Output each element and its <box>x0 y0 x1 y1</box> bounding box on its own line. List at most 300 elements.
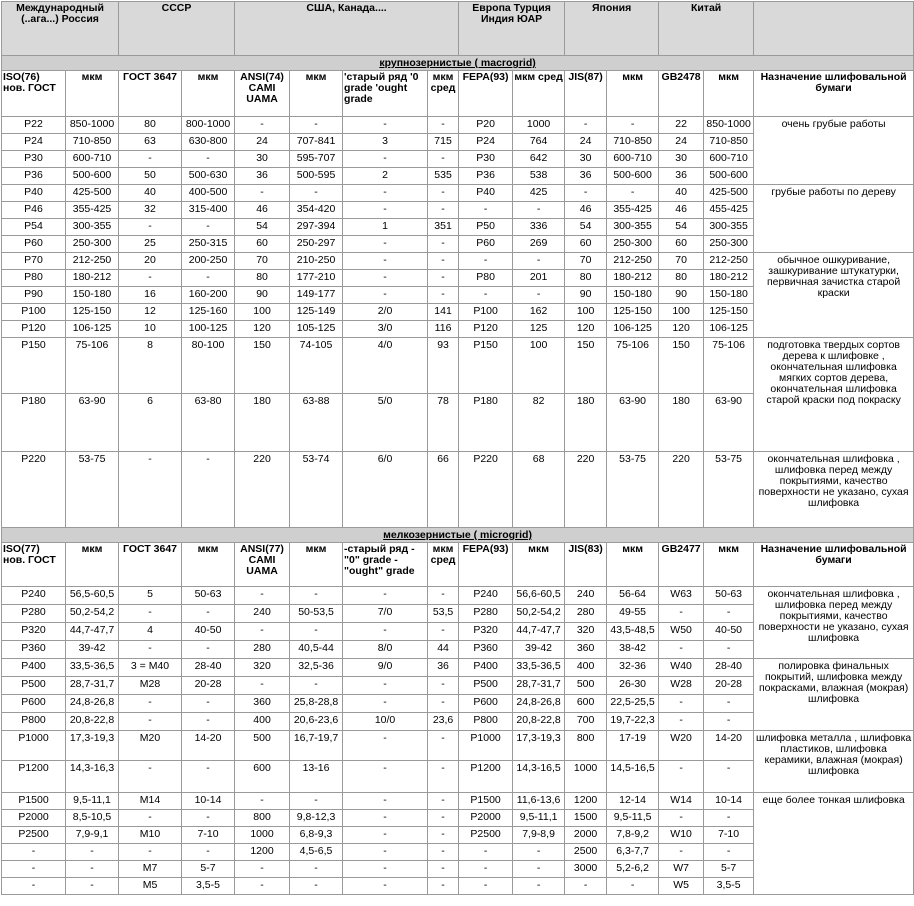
micro-cell: W40 <box>659 659 704 677</box>
micro-cell: - <box>343 695 428 713</box>
macro-cell: P36 <box>2 168 66 185</box>
macro-cell: - <box>290 185 343 202</box>
macro-cell: P180 <box>2 394 66 452</box>
micro-cell: 400 <box>565 659 607 677</box>
macro-cell: 220 <box>235 452 290 528</box>
micro-cell: 3 = M40 <box>119 659 182 677</box>
micro-cell: - <box>290 677 343 695</box>
macro-cell: 2 <box>343 168 428 185</box>
macro-cell: 100 <box>565 304 607 321</box>
macro-cell: 150-180 <box>607 287 659 304</box>
macro-cell: 850-1000 <box>704 117 754 134</box>
macro-cell: 106-125 <box>704 321 754 338</box>
micro-cell: - <box>428 695 459 713</box>
micro-cell: 7/0 <box>343 605 428 623</box>
micro-cell: - <box>343 861 428 878</box>
micro-cell: - <box>235 623 290 641</box>
micro-cell: 5-7 <box>704 861 754 878</box>
micro-cell: - <box>659 713 704 731</box>
micro-cell: P240 <box>2 587 66 605</box>
micro-cell: P2500 <box>2 827 66 844</box>
macro-cell: 53-75 <box>66 452 119 528</box>
micro-cell: 17,3-19,3 <box>513 731 565 761</box>
macro-cell: 250-297 <box>290 236 343 253</box>
micro-cell: 600 <box>235 761 290 793</box>
micro-cell: 6,8-9,3 <box>290 827 343 844</box>
micro-cell: 10/0 <box>343 713 428 731</box>
macro-cell: 63-90 <box>66 394 119 452</box>
macro-cell: 630-800 <box>182 134 235 151</box>
macro-cell: 125-150 <box>607 304 659 321</box>
micro-cell: 500 <box>565 677 607 695</box>
micro-cell: - <box>459 878 513 895</box>
micro-cell: 28-40 <box>182 659 235 677</box>
macro-cell: 300-355 <box>704 219 754 236</box>
macro-cell: 70 <box>659 253 704 270</box>
micro-cell: - <box>119 810 182 827</box>
micro-cell: - <box>428 587 459 605</box>
micro-cell: - <box>119 713 182 731</box>
macro-cell: P180 <box>459 394 513 452</box>
micro-cell: 14,3-16,5 <box>513 761 565 793</box>
macro-cell: 212-250 <box>607 253 659 270</box>
micro-purpose-cell: шлифовка металла , шлифовка пластиков, шлифовка керамики, влажная (мокрая) шлифовка <box>754 731 914 793</box>
micro-cell: - <box>235 878 290 895</box>
micro-cell: 1500 <box>565 810 607 827</box>
macro-cell: 425-500 <box>704 185 754 202</box>
micro-cell: M14 <box>119 793 182 810</box>
macro-cell: - <box>513 253 565 270</box>
micro-cell: 14,3-16,3 <box>66 761 119 793</box>
macro-column-header: ANSI(74) CAMI UAMA <box>235 71 290 117</box>
macro-purpose-cell: подготовка твердых сортов дерева к шлифовке , окончательная шлифовка мягких сортов дерева, окончательная шлифовка старой краски под покраску <box>754 338 914 452</box>
micro-cell: - <box>704 713 754 731</box>
micro-cell: 280 <box>565 605 607 623</box>
macro-cell: 105-125 <box>290 321 343 338</box>
macro-cell: 455-425 <box>704 202 754 219</box>
micro-cell: 3,5-5 <box>182 878 235 895</box>
micro-cell: - <box>290 793 343 810</box>
macro-cell: 150 <box>659 338 704 394</box>
micro-cell: 44,7-47,7 <box>513 623 565 641</box>
macro-cell: 538 <box>513 168 565 185</box>
macro-cell: 707-841 <box>290 134 343 151</box>
micro-cell: - <box>513 844 565 861</box>
macro-title-row <box>2 56 914 71</box>
macro-cell: 3 <box>343 134 428 151</box>
macro-cell: P90 <box>2 287 66 304</box>
micro-cell: M7 <box>119 861 182 878</box>
micro-cell: - <box>428 677 459 695</box>
macro-cell: P70 <box>2 253 66 270</box>
group-header-row <box>2 2 914 56</box>
macro-cell: P60 <box>2 236 66 253</box>
macro-cell: 250-300 <box>704 236 754 253</box>
micro-cell: 500 <box>235 731 290 761</box>
micro-cell: - <box>235 861 290 878</box>
micro-cell: 5 <box>119 587 182 605</box>
macro-cell: 180 <box>659 394 704 452</box>
macro-cell: 710-850 <box>66 134 119 151</box>
micro-cell: 26-30 <box>607 677 659 695</box>
macro-cell: 355-425 <box>66 202 119 219</box>
micro-cell: 2500 <box>565 844 607 861</box>
macro-cell: 80 <box>659 270 704 287</box>
macro-cell: 6/0 <box>343 452 428 528</box>
micro-cell: 24,8-26,8 <box>66 695 119 713</box>
macro-cell: 180 <box>565 394 607 452</box>
micro-purpose-cell: окончательная шлифовка , шлифовка перед между покрытиями, качество поверхности не указано, сухая шлифовка <box>754 587 914 659</box>
macro-cell: 425-500 <box>66 185 119 202</box>
micro-cell: 4 <box>119 623 182 641</box>
macro-cell: - <box>119 219 182 236</box>
macro-cell: 400-500 <box>182 185 235 202</box>
macro-cell: - <box>428 270 459 287</box>
macro-cell: 80 <box>119 117 182 134</box>
micro-column-header: JIS(83) <box>565 543 607 587</box>
macro-cell: 54 <box>235 219 290 236</box>
micro-cell: - <box>704 810 754 827</box>
micro-cell: 20-28 <box>182 677 235 695</box>
micro-column-header: мкм <box>513 543 565 587</box>
macro-cell: 160-200 <box>182 287 235 304</box>
micro-cell: 43,5-48,5 <box>607 623 659 641</box>
micro-cell: P600 <box>2 695 66 713</box>
micro-cell: - <box>119 761 182 793</box>
micro-cell: - <box>182 713 235 731</box>
micro-cell: 600 <box>565 695 607 713</box>
micro-cell: 40-50 <box>704 623 754 641</box>
macro-cell: 66 <box>428 452 459 528</box>
macro-cell: 250-315 <box>182 236 235 253</box>
macro-cell: 180-212 <box>66 270 119 287</box>
micro-cell: P2500 <box>459 827 513 844</box>
macro-section <box>2 56 914 528</box>
micro-cell: 32-36 <box>607 659 659 677</box>
micro-cell: 50-53,5 <box>290 605 343 623</box>
micro-column-header: ISO(77) нов. ГОСТ <box>2 543 66 587</box>
macro-cell: 70 <box>235 253 290 270</box>
macro-cell: - <box>343 151 428 168</box>
micro-cell: 320 <box>565 623 607 641</box>
micro-table-row <box>2 587 914 605</box>
macro-column-header: мкм <box>607 71 659 117</box>
macro-cell: 500-600 <box>66 168 119 185</box>
micro-cell: P400 <box>459 659 513 677</box>
macro-table-row <box>2 185 914 202</box>
micro-cell: 6,3-7,7 <box>607 844 659 861</box>
macro-cell: P80 <box>459 270 513 287</box>
macro-cell: 177-210 <box>290 270 343 287</box>
micro-cell: - <box>459 861 513 878</box>
macro-cell: - <box>343 287 428 304</box>
macro-cell: P80 <box>2 270 66 287</box>
micro-cell: - <box>428 844 459 861</box>
macro-cell: - <box>119 452 182 528</box>
micro-cell: - <box>343 761 428 793</box>
micro-purpose-cell: еще более тонкая шлифовка <box>754 793 914 895</box>
macro-cell: 90 <box>659 287 704 304</box>
macro-cell: 600-710 <box>66 151 119 168</box>
macro-cell: - <box>119 151 182 168</box>
micro-column-header: мкм <box>290 543 343 587</box>
macro-cell: 30 <box>565 151 607 168</box>
macro-cell: - <box>459 287 513 304</box>
macro-cell: 10 <box>119 321 182 338</box>
micro-cell: - <box>659 605 704 623</box>
micro-cell: 5-7 <box>182 861 235 878</box>
macro-cell: P220 <box>2 452 66 528</box>
micro-cell: - <box>290 861 343 878</box>
macro-cell: P40 <box>2 185 66 202</box>
micro-cell: 50,2-54,2 <box>66 605 119 623</box>
micro-cell: - <box>182 605 235 623</box>
macro-cell: 1000 <box>513 117 565 134</box>
micro-cell: W5 <box>659 878 704 895</box>
macro-table-row <box>2 452 914 528</box>
macro-cell: 60 <box>565 236 607 253</box>
macro-cell: 40 <box>659 185 704 202</box>
micro-cell: W28 <box>659 677 704 695</box>
micro-cell: - <box>659 695 704 713</box>
macro-cell: 78 <box>428 394 459 452</box>
macro-cell: 20 <box>119 253 182 270</box>
macro-cell: - <box>428 253 459 270</box>
macro-cell: 60 <box>235 236 290 253</box>
micro-cell: - <box>2 844 66 861</box>
micro-cell: P800 <box>2 713 66 731</box>
macro-cell: 46 <box>659 202 704 219</box>
micro-table-row <box>2 659 914 677</box>
micro-cell: 320 <box>235 659 290 677</box>
macro-cell: - <box>182 270 235 287</box>
micro-cell: 700 <box>565 713 607 731</box>
micro-cell: W50 <box>659 623 704 641</box>
macro-cell: 24 <box>659 134 704 151</box>
micro-cell: 3,5-5 <box>704 878 754 895</box>
micro-cell: - <box>343 878 428 895</box>
micro-cell: 360 <box>565 641 607 659</box>
macro-cell: 50 <box>119 168 182 185</box>
macro-cell: - <box>459 202 513 219</box>
macro-cell: - <box>343 202 428 219</box>
micro-cell: P320 <box>459 623 513 641</box>
micro-cell: - <box>182 695 235 713</box>
micro-title-row <box>2 528 914 543</box>
group-ussr: СССР <box>119 2 235 56</box>
micro-cell: 53,5 <box>428 605 459 623</box>
micro-cell: 8/0 <box>343 641 428 659</box>
micro-cell: 19,7-22,3 <box>607 713 659 731</box>
macro-cell: 82 <box>513 394 565 452</box>
macro-column-header: ГОСТ 3647 <box>119 71 182 117</box>
macro-cell: P60 <box>459 236 513 253</box>
macro-cell: 315-400 <box>182 202 235 219</box>
micro-cell: - <box>182 844 235 861</box>
micro-cell: - <box>659 810 704 827</box>
macro-cell: 212-250 <box>704 253 754 270</box>
macro-cell: - <box>343 185 428 202</box>
micro-cell: 2000 <box>565 827 607 844</box>
macro-cell: 80 <box>565 270 607 287</box>
micro-cell: 32,5-36 <box>290 659 343 677</box>
macro-cell: - <box>428 151 459 168</box>
macro-cell: 75-106 <box>66 338 119 394</box>
macro-cell: 500-600 <box>607 168 659 185</box>
macro-cell: 100-125 <box>182 321 235 338</box>
macro-cell: 297-394 <box>290 219 343 236</box>
macro-cell: 850-1000 <box>66 117 119 134</box>
macro-cell: 36 <box>235 168 290 185</box>
micro-cell: P1000 <box>459 731 513 761</box>
macro-cell: 93 <box>428 338 459 394</box>
micro-cell: W10 <box>659 827 704 844</box>
micro-cell: P1200 <box>2 761 66 793</box>
micro-cell: 7,9-9,1 <box>66 827 119 844</box>
micro-cell: - <box>182 761 235 793</box>
micro-cell: - <box>459 844 513 861</box>
micro-cell: 9,5-11,1 <box>66 793 119 810</box>
macro-cell: - <box>607 117 659 134</box>
micro-cell: - <box>119 844 182 861</box>
micro-cell: P2000 <box>2 810 66 827</box>
macro-cell: 70 <box>565 253 607 270</box>
macro-cell: - <box>428 236 459 253</box>
macro-cell: 162 <box>513 304 565 321</box>
macro-column-header: мкм сред <box>428 71 459 117</box>
macro-column-header: 'старый ряд '0 grade 'ought grade <box>343 71 428 117</box>
macro-cell: 269 <box>513 236 565 253</box>
macro-cell: 125-150 <box>66 304 119 321</box>
micro-cell: P1000 <box>2 731 66 761</box>
micro-cell: 17-19 <box>607 731 659 761</box>
macro-cell: 54 <box>565 219 607 236</box>
micro-cell: - <box>66 878 119 895</box>
macro-table-row <box>2 338 914 394</box>
macro-cell: - <box>459 253 513 270</box>
micro-cell: 28,7-31,7 <box>66 677 119 695</box>
macro-cell: 180-212 <box>704 270 754 287</box>
macro-cell: 710-850 <box>607 134 659 151</box>
macro-column-header: Назначение шлифовальной бумаги <box>754 71 914 117</box>
micro-cell: M28 <box>119 677 182 695</box>
macro-cell: 355-425 <box>607 202 659 219</box>
micro-cell: 22,5-25,5 <box>607 695 659 713</box>
micro-cell: 14-20 <box>182 731 235 761</box>
macro-cell: 80 <box>235 270 290 287</box>
micro-cell: - <box>182 641 235 659</box>
macro-cell: 336 <box>513 219 565 236</box>
macro-cell: 53-74 <box>290 452 343 528</box>
micro-cell: 1200 <box>565 793 607 810</box>
micro-cell: P360 <box>459 641 513 659</box>
micro-cell: 16,7-19,7 <box>290 731 343 761</box>
macro-cell: - <box>343 236 428 253</box>
macro-cell: 710-850 <box>704 134 754 151</box>
micro-cell: - <box>513 878 565 895</box>
group-europe: Европа Турция Индия ЮАР <box>459 2 565 56</box>
micro-cell: 9/0 <box>343 659 428 677</box>
micro-column-header: ANSI(77) CAMI UAMA <box>235 543 290 587</box>
micro-cell: - <box>2 878 66 895</box>
micro-cell: W14 <box>659 793 704 810</box>
macro-cell: 150 <box>565 338 607 394</box>
micro-cell: - <box>119 605 182 623</box>
micro-cell: - <box>119 641 182 659</box>
macro-purpose-cell: очень грубые работы <box>754 117 914 185</box>
micro-cell: P500 <box>459 677 513 695</box>
macro-cell: - <box>119 270 182 287</box>
micro-cell: 7-10 <box>182 827 235 844</box>
group-blank <box>754 2 914 56</box>
micro-cell: 20,6-23,6 <box>290 713 343 731</box>
macro-cell: P120 <box>2 321 66 338</box>
macro-column-header-row <box>2 71 914 117</box>
macro-purpose-cell: обычное ошкуривание, зашкуривание штукатурки, первичная зачистка старой краски <box>754 253 914 338</box>
micro-cell: 40,5-44 <box>290 641 343 659</box>
macro-cell: 500-630 <box>182 168 235 185</box>
macro-table-row <box>2 117 914 134</box>
micro-cell: 240 <box>565 587 607 605</box>
micro-cell: 50-63 <box>704 587 754 605</box>
macro-cell: 24 <box>565 134 607 151</box>
micro-cell: - <box>343 677 428 695</box>
grit-table <box>1 1 914 895</box>
macro-cell: 25 <box>119 236 182 253</box>
macro-cell: 60 <box>659 236 704 253</box>
micro-cell: 11,6-13,6 <box>513 793 565 810</box>
micro-cell: P600 <box>459 695 513 713</box>
macro-cell: 53-75 <box>607 452 659 528</box>
micro-cell: - <box>513 861 565 878</box>
macro-cell: 12 <box>119 304 182 321</box>
micro-cell: P800 <box>459 713 513 731</box>
macro-cell: P100 <box>2 304 66 321</box>
macro-purpose-cell: окончательная шлифовка , шлифовка перед между покрытиями, качество поверхности не указано, сухая шлифовка <box>754 452 914 528</box>
micro-cell: P320 <box>2 623 66 641</box>
micro-cell: - <box>343 827 428 844</box>
micro-cell: - <box>343 810 428 827</box>
micro-cell: - <box>704 844 754 861</box>
group-international: Международный (..ага...) Россия <box>2 2 119 56</box>
macro-cell: 116 <box>428 321 459 338</box>
micro-section <box>2 528 914 895</box>
macro-cell: 24 <box>235 134 290 151</box>
macro-column-header: мкм <box>704 71 754 117</box>
micro-column-header: мкм <box>704 543 754 587</box>
macro-cell: - <box>235 185 290 202</box>
micro-cell: - <box>565 878 607 895</box>
macro-cell: P54 <box>2 219 66 236</box>
macro-cell: P150 <box>2 338 66 394</box>
micro-cell: P500 <box>2 677 66 695</box>
macro-cell: 36 <box>565 168 607 185</box>
macro-cell: - <box>343 253 428 270</box>
micro-cell: 9,8-12,3 <box>290 810 343 827</box>
micro-cell: 23,6 <box>428 713 459 731</box>
macro-cell: 16 <box>119 287 182 304</box>
micro-cell: 10-14 <box>704 793 754 810</box>
micro-cell: M5 <box>119 878 182 895</box>
micro-cell: - <box>343 731 428 761</box>
macro-cell: 300-355 <box>607 219 659 236</box>
macro-cell: 220 <box>565 452 607 528</box>
macro-cell: 150 <box>235 338 290 394</box>
macro-cell: 8 <box>119 338 182 394</box>
macro-cell: 74-105 <box>290 338 343 394</box>
macro-cell: P100 <box>459 304 513 321</box>
macro-cell: 120 <box>659 321 704 338</box>
